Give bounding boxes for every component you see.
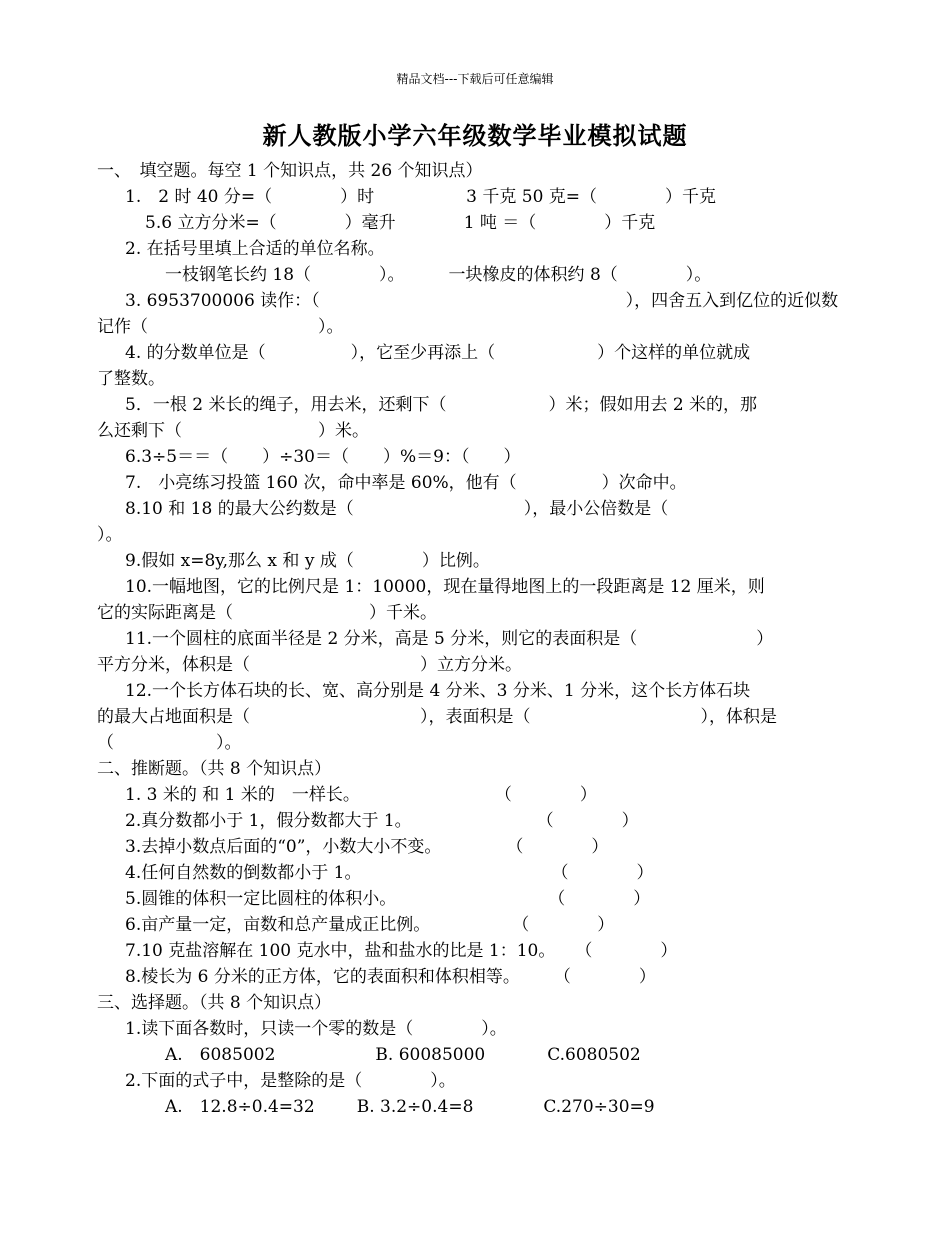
judge-item-5 xyxy=(97,886,857,912)
choice-option-b[interactable]: B. 3.2÷0.4=8 xyxy=(356,1097,474,1117)
question-2-line xyxy=(97,262,857,288)
judge-text: 4.任何自然数的倒数都小于 1。 xyxy=(125,863,362,883)
question-1a: 1. 2 时 40 分=（ ）时 xyxy=(125,187,375,207)
question-6: 6.3÷5＝＝（ ）÷30＝（ ）%＝9：（ ） xyxy=(125,447,521,467)
question-11-line-2: 平方分米，体积是（ ）立方分米。 xyxy=(97,655,522,675)
judge-answer-blank[interactable]: （ ） xyxy=(575,941,678,961)
question-1-line-2 xyxy=(97,210,857,236)
question-3-line-1: 3. 6953700006 读作：（ ），四舍五入到亿位的近似数 xyxy=(125,291,839,311)
question-2a: 一枝钢笔长约 18（ ）。 xyxy=(165,265,405,285)
section-3-heading: 三、选择题。（共 8 个知识点） xyxy=(97,993,332,1013)
judge-item-6 xyxy=(97,912,857,938)
judge-text: 2.真分数都小于 1，假分数都大于 1。 xyxy=(125,811,412,831)
judge-answer-blank[interactable]: （ ） xyxy=(494,785,597,805)
judge-text: 6.亩产量一定，亩数和总产量成正比例。 xyxy=(125,915,431,935)
choice-option-a[interactable]: A. 12.8÷0.4=32 xyxy=(165,1097,315,1117)
choice-options-1 xyxy=(97,1042,857,1068)
question-1d: 1 吨 ＝（ ）千克 xyxy=(463,213,656,233)
question-4-line-1: 4. 的分数单位是（ ），它至少再添上（ ）个这样的单位就成 xyxy=(125,343,751,363)
choice-option-a[interactable]: A. 6085002 xyxy=(165,1045,276,1065)
question-8-line-1: 8.10 和 18 的最大公约数是（ ），最小公倍数是（ xyxy=(125,499,669,519)
choice-question-1: 1.读下面各数时，只读一个零的数是（ ）。 xyxy=(125,1019,507,1039)
question-1b: 3 千克 50 克=（ ）千克 xyxy=(466,187,717,207)
judge-answer-blank[interactable]: （ ） xyxy=(553,967,656,987)
question-9: 9.假如 x=8y,那么 x 和 y 成（ ）比例。 xyxy=(125,551,490,571)
question-7: 7. 小亮练习投篮 160 次，命中率是 60%，他有（ ）次命中。 xyxy=(125,473,687,493)
question-10-line-2: 它的实际距离是（ ）千米。 xyxy=(97,603,437,623)
judge-answer-blank[interactable]: （ ） xyxy=(536,811,639,831)
judge-text: 1. 3 米的 和 1 米的 一样长。 xyxy=(125,785,360,805)
choice-question-2: 2.下面的式子中，是整除的是（ ）。 xyxy=(125,1071,456,1091)
judge-text: 5.圆锥的体积一定比圆柱的体积小。 xyxy=(125,889,397,909)
question-5-line-2: 么还剩下（ ）米。 xyxy=(97,421,369,441)
choice-option-c[interactable]: C.6080502 xyxy=(547,1045,641,1065)
judge-text: 8.棱长为 6 分米的正方体，它的表面积和体积相等。 xyxy=(125,967,520,987)
question-1c: 5.6 立方分米=（ ）毫升 xyxy=(145,213,396,233)
question-2: 2. 在括号里填上合适的单位名称。 xyxy=(125,239,385,259)
judge-item-2 xyxy=(97,808,857,834)
question-11-line-1: 11.一个圆柱的底面半径是 2 分米，高是 5 分米，则它的表面积是（ ） xyxy=(125,629,774,649)
header-note: 精品文档---下载后可任意编辑 xyxy=(396,72,554,86)
judge-text: 7.10 克盐溶解在 100 克水中，盐和盐水的比是 1：10。 xyxy=(125,941,556,961)
section-1-heading: 一、 填空题。每空 1 个知识点，共 26 个知识点） xyxy=(97,161,483,181)
judge-answer-blank[interactable]: （ ） xyxy=(512,915,615,935)
question-5-line-1: 5．一根 2 米长的绳子，用去米，还剩下（ ）米；假如用去 2 米的，那 xyxy=(125,395,758,415)
exam-body xyxy=(97,158,857,1120)
choice-option-b[interactable]: B. 60085000 xyxy=(375,1045,486,1065)
judge-answer-blank[interactable]: （ ） xyxy=(551,863,654,883)
choice-options-2 xyxy=(97,1094,857,1120)
question-12-line-1: 12.一个长方体石块的长、宽、高分别是 4 分米、3 分米、1 分米，这个长方体石块 xyxy=(125,681,751,701)
judge-item-4 xyxy=(97,860,857,886)
question-10-line-1: 10.一幅地图，它的比例尺是 1：10000，现在量得地图上的一段距离是 12 厘米，则 xyxy=(125,577,765,597)
question-2b: 一块橡皮的体积约 8（ ）。 xyxy=(448,265,712,285)
judge-item-1 xyxy=(97,782,857,808)
question-4-line-2: 了整数。 xyxy=(97,369,165,389)
choice-option-c[interactable]: C.270÷30=9 xyxy=(543,1097,655,1117)
page-title: 新人教版小学六年级数学毕业模拟试题 xyxy=(262,121,688,150)
judge-item-7 xyxy=(97,938,857,964)
question-3-line-2: 记作（ ）。 xyxy=(97,317,344,337)
question-12-line-2: 的最大占地面积是（ ），表面积是（ ），体积是 xyxy=(97,707,777,727)
question-12-line-3: （ ）。 xyxy=(97,733,242,753)
question-8-line-2: ）。 xyxy=(97,525,123,545)
question-1-line xyxy=(97,184,857,210)
judge-item-3 xyxy=(97,834,857,860)
judge-answer-blank[interactable]: （ ） xyxy=(548,889,651,909)
judge-answer-blank[interactable]: （ ） xyxy=(506,837,609,857)
judge-item-8 xyxy=(97,964,857,990)
section-2-heading: 二、推断题。（共 8 个知识点） xyxy=(97,759,332,779)
judge-text: 3.去掉小数点后面的“0”，小数大小不变。 xyxy=(125,837,442,857)
